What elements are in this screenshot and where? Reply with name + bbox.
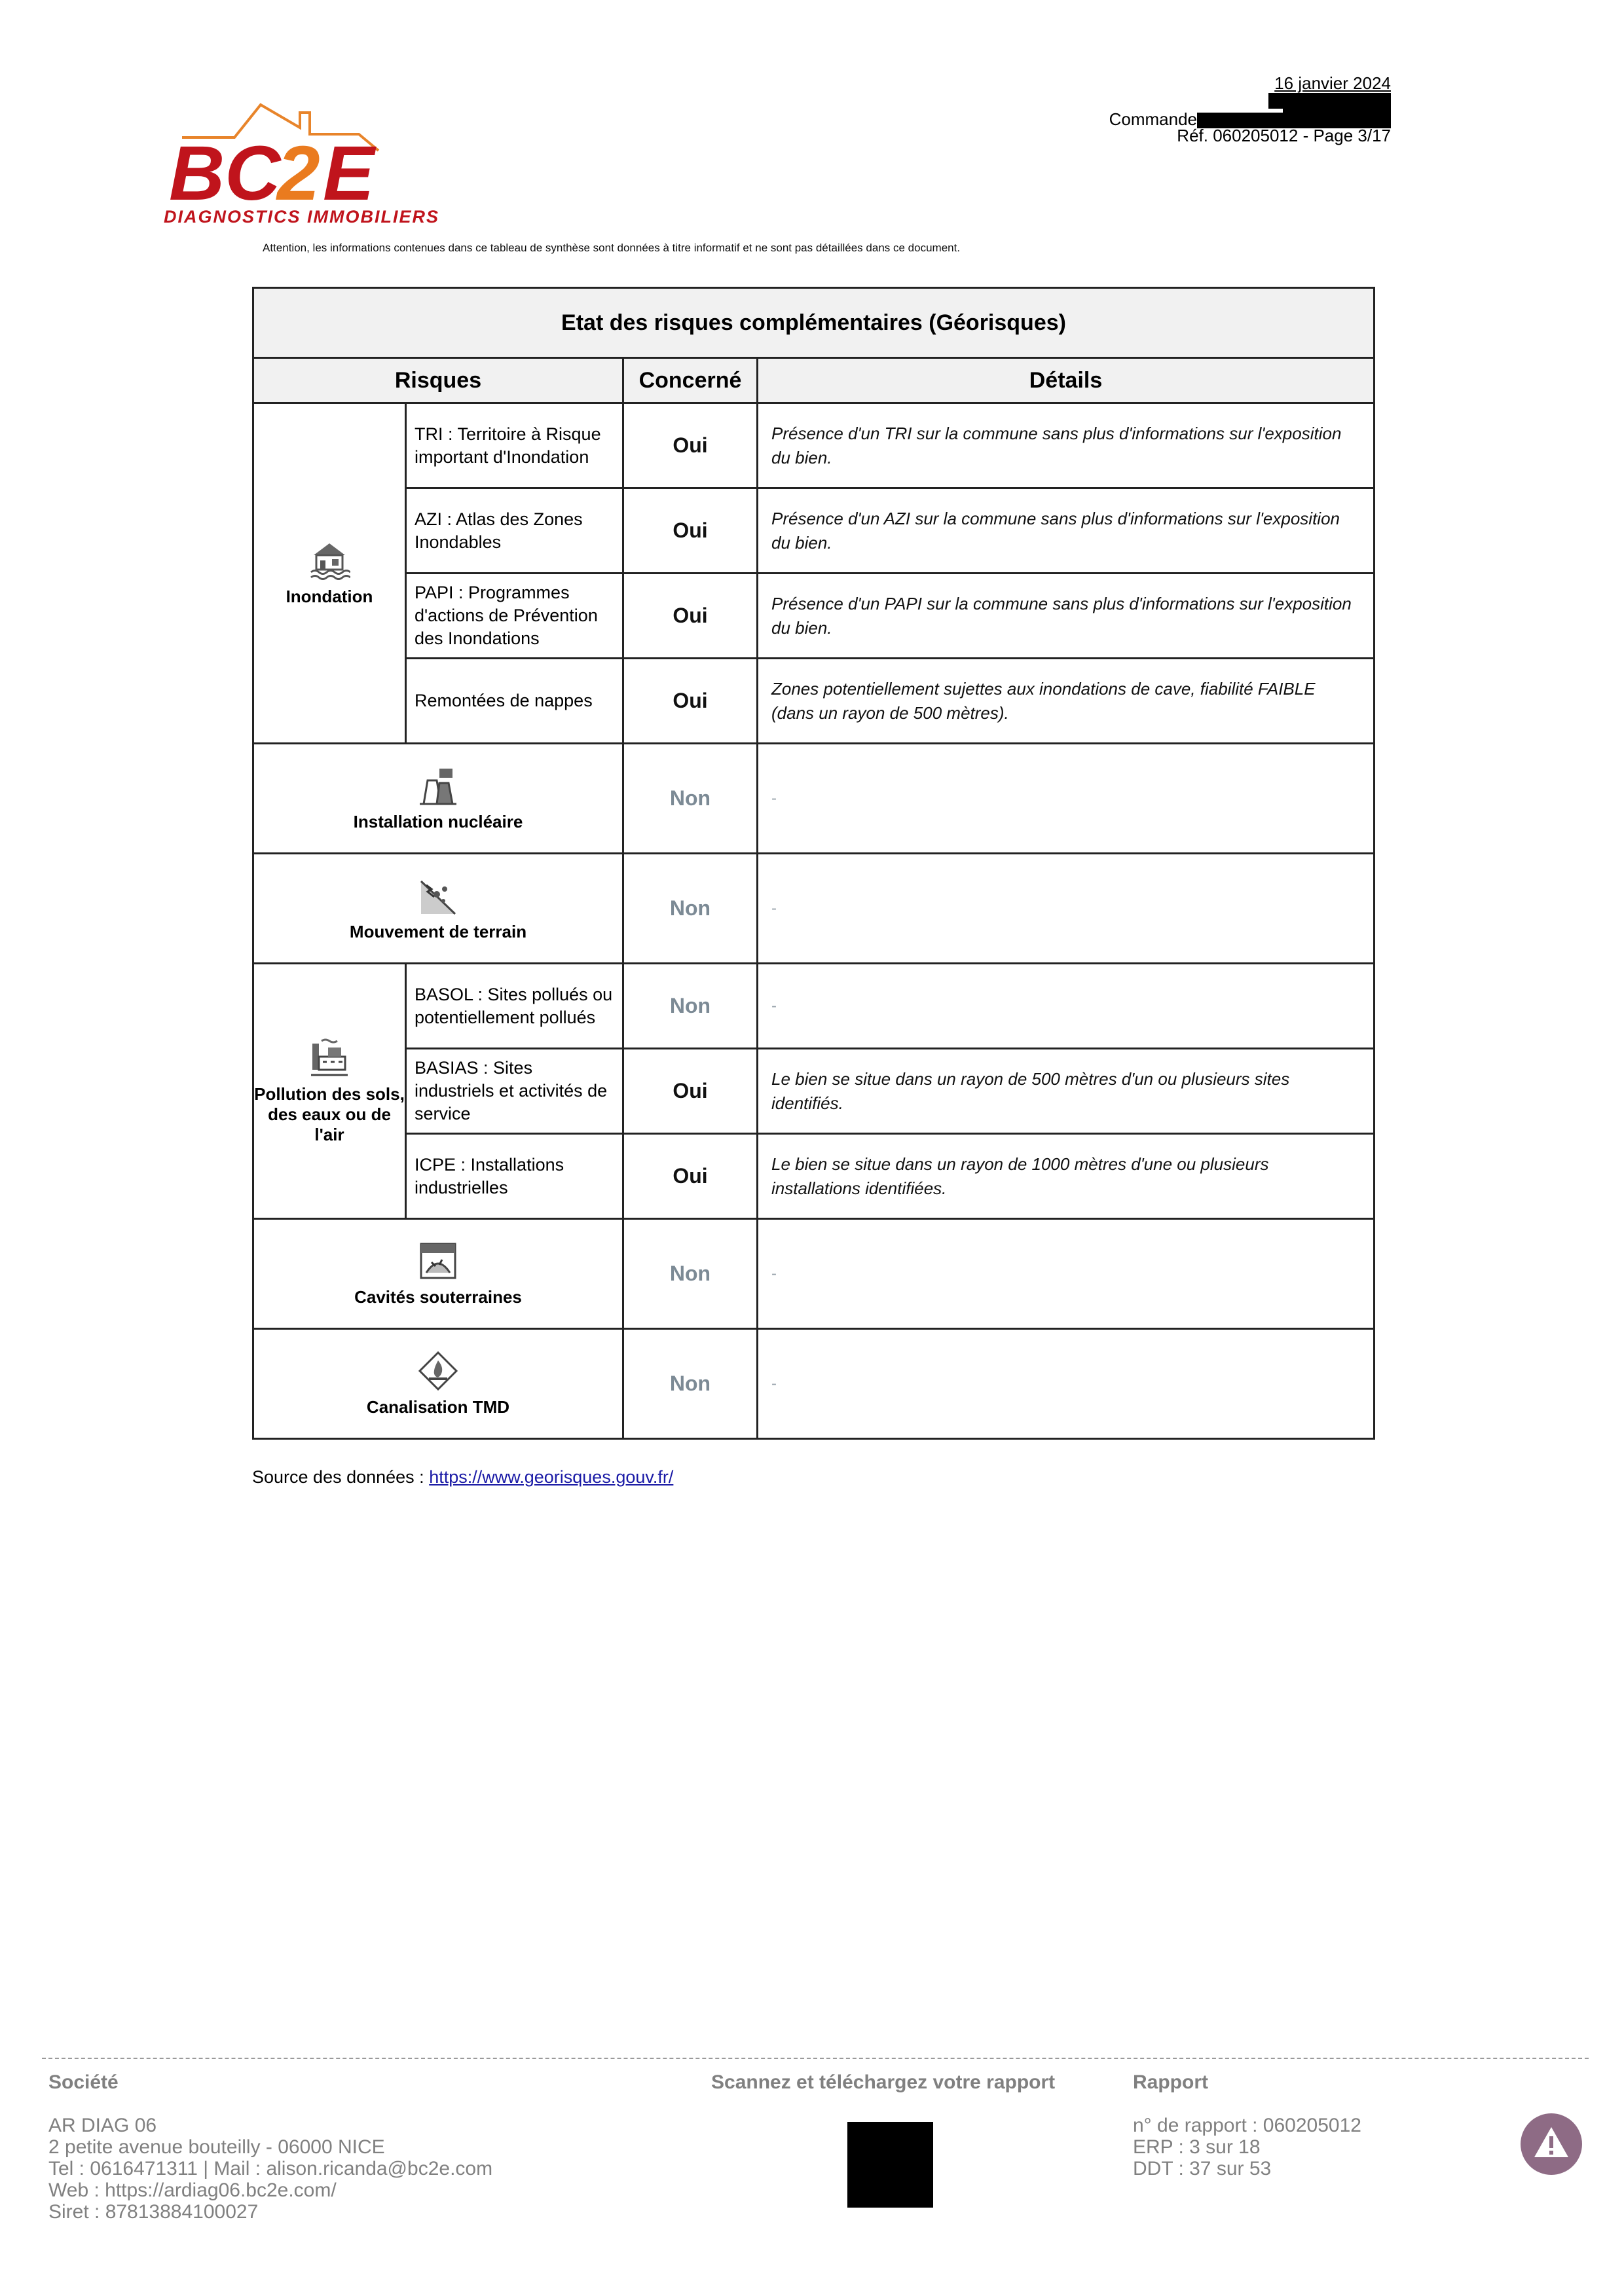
nuclear-plant-icon <box>417 765 459 807</box>
bc2e-logo <box>162 98 477 229</box>
pipeline-flame-icon <box>417 1350 459 1392</box>
footer-societe-block <box>48 2115 492 2223</box>
sub-risk-papi: PAPI : Programmes d'actions de Prévention des Inondations <box>406 574 623 659</box>
footer-societe-title: Société <box>48 2071 119 2093</box>
company-contact: Tel : 0616471311 | Mail : alison.ricanda@bc2e.com <box>48 2158 493 2179</box>
landslide-icon <box>417 875 459 917</box>
logo-tagline: DIAGNOSTICS IMMOBILIERS <box>164 207 440 227</box>
details-value: - <box>758 964 1375 1049</box>
date-text: 16 janvier 2024 <box>1274 73 1391 93</box>
table-row <box>253 488 1375 574</box>
concerne-value: Non <box>623 1329 758 1439</box>
details-value: Présence d'un AZI sur la commune sans plus d'informations sur l'exposition du bien. <box>758 488 1375 574</box>
flood-house-icon <box>308 539 350 581</box>
factory-pollution-icon <box>308 1037 350 1079</box>
bc2e-logo-graphic <box>162 98 477 229</box>
table-row <box>253 1134 1375 1219</box>
details-value: - <box>758 1219 1375 1329</box>
sub-risk-icpe: ICPE : Installations industrielles <box>406 1134 623 1219</box>
concerne-value: Oui <box>623 1134 758 1219</box>
company-address: 2 petite avenue bouteilly - 06000 NICE <box>48 2136 385 2158</box>
details-value: - <box>758 854 1375 964</box>
concerne-value: Non <box>623 964 758 1049</box>
table-row <box>253 1219 1375 1329</box>
footer-rapport-title: Rapport <box>1133 2071 1208 2093</box>
category-label: Cavités souterraines <box>354 1287 522 1307</box>
category-inondation <box>253 403 406 744</box>
footer-rapport-block <box>1133 2115 1361 2179</box>
company-siret: Siret : 87813884100027 <box>48 2201 259 2223</box>
concerne-value: Non <box>623 1219 758 1329</box>
sub-risk-basias: BASIAS : Sites industriels et activités de service <box>406 1049 623 1134</box>
concerne-value: Oui <box>623 488 758 574</box>
concerne-value: Oui <box>623 1049 758 1134</box>
table-row <box>253 574 1375 659</box>
georisques-link[interactable]: https://www.georisques.gouv.fr/ <box>429 1467 674 1487</box>
header-concerne: Concerné <box>623 358 758 403</box>
cavity-icon <box>417 1240 459 1282</box>
warning-icon[interactable] <box>1520 2113 1583 2176</box>
details-value: - <box>758 1329 1375 1439</box>
category-label: Installation nucléaire <box>353 812 523 831</box>
header-reference <box>932 128 1391 144</box>
reference-text: Réf. 060205012 - Page 3/17 <box>1177 126 1391 145</box>
category-cavites <box>253 1219 623 1329</box>
report-qr-code[interactable] <box>847 2122 933 2208</box>
table-row <box>253 1049 1375 1134</box>
sub-risk-basol: BASOL : Sites pollués ou potentiellement pollués <box>406 964 623 1049</box>
concerne-value: Non <box>623 744 758 854</box>
details-value: Présence d'un TRI sur la commune sans plus d'informations sur l'exposition du bien. <box>758 403 1375 488</box>
details-value: Le bien se situe dans un rayon de 500 mètres d'un ou plusieurs sites identifiés. <box>758 1049 1375 1134</box>
details-value: - <box>758 744 1375 854</box>
details-value: Zones potentiellement sujettes aux inondations de cave, fiabilité FAIBLE (dans un rayon de 500 mètres). <box>758 659 1375 744</box>
risks-table <box>252 287 1375 1440</box>
footer-scan-title: Scannez et téléchargez votre rapport <box>711 2071 1056 2093</box>
header-risques: Risques <box>253 358 623 403</box>
sub-risk-nappes: Remontées de nappes <box>406 659 623 744</box>
header-info <box>932 75 1391 144</box>
concerne-value: Oui <box>623 659 758 744</box>
company-web: Web : https://ardiag06.bc2e.com/ <box>48 2179 337 2201</box>
details-value: Le bien se situe dans un rayon de 1000 mètres d'une ou plusieurs installations identifiées. <box>758 1134 1375 1219</box>
source-label: Source des données : <box>252 1467 430 1487</box>
concerne-value: Oui <box>623 403 758 488</box>
table-row <box>253 964 1375 1049</box>
category-label: Mouvement de terrain <box>349 922 527 941</box>
sub-risk-azi: AZI : Atlas des Zones Inondables <box>406 488 623 574</box>
commande-label: Commande <box>1109 109 1197 129</box>
category-label: Pollution des sols, des eaux ou de l'air <box>254 1084 405 1144</box>
header-details: Détails <box>758 358 1375 403</box>
category-mouvement <box>253 854 623 964</box>
category-nucleaire <box>253 744 623 854</box>
data-source <box>252 1467 673 1487</box>
table-row <box>253 744 1375 854</box>
category-label: Inondation <box>286 587 373 606</box>
logo-e: E <box>323 130 375 217</box>
concerne-value: Oui <box>623 574 758 659</box>
table-title: Etat des risques complémentaires (Géorisques) <box>253 288 1375 358</box>
company-name: AR DIAG 06 <box>48 2115 157 2136</box>
report-erp: ERP : 3 sur 18 <box>1133 2136 1261 2158</box>
category-label: Canalisation TMD <box>366 1397 510 1417</box>
synthesis-warning: Attention, les informations contenues dans ce tableau de synthèse sont données à titre informatif et ne sont pas détaillées dans ce document. <box>263 242 961 254</box>
table-row <box>253 854 1375 964</box>
details-value: Présence d'un PAPI sur la commune sans plus d'informations sur l'exposition du bien. <box>758 574 1375 659</box>
category-pollution <box>253 964 406 1219</box>
sub-risk-tri: TRI : Territoire à Risque important d'Inondation <box>406 403 623 488</box>
logo-2: 2 <box>277 130 320 217</box>
concerne-value: Non <box>623 854 758 964</box>
category-canalisation <box>253 1329 623 1439</box>
table-row <box>253 1329 1375 1439</box>
footer-divider <box>42 2058 1589 2059</box>
logo-bc: BC <box>169 130 281 217</box>
table-row <box>253 403 1375 488</box>
table-row <box>253 659 1375 744</box>
report-ddt: DDT : 37 sur 53 <box>1133 2158 1272 2179</box>
report-number: n° de rapport : 060205012 <box>1133 2115 1361 2136</box>
header-date <box>932 75 1391 92</box>
